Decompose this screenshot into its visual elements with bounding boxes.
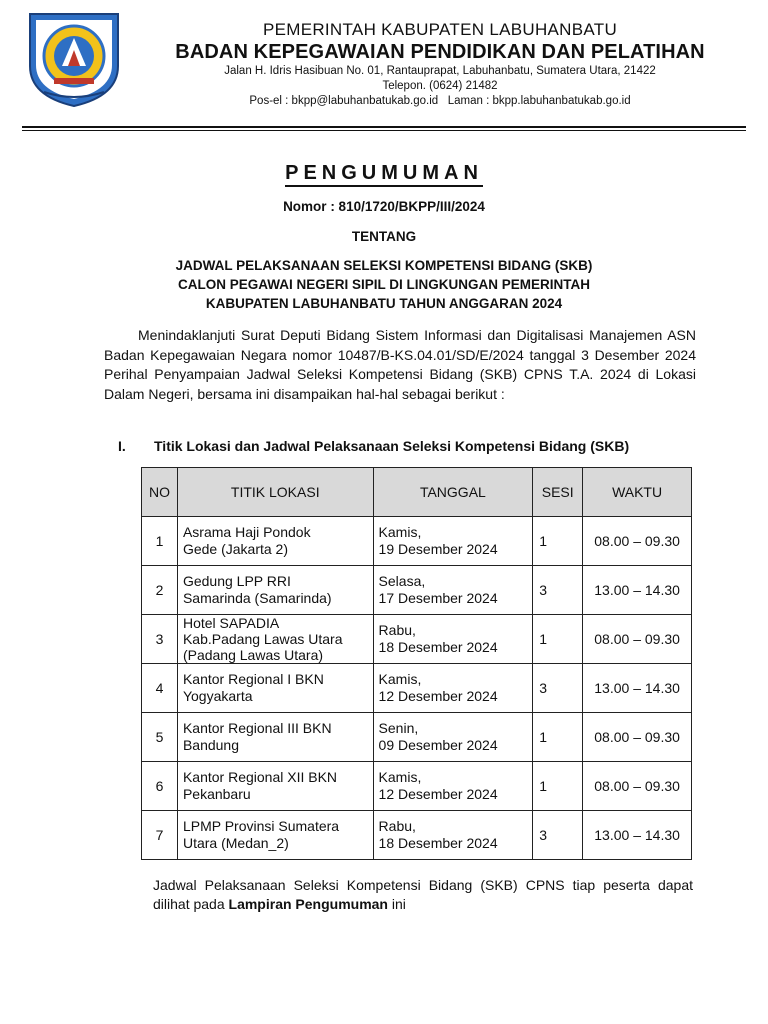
agency-name: BADAN KEPEGAWAIAN PENDIDIKAN DAN PELATIHAN xyxy=(175,41,705,63)
cell-no: 6 xyxy=(142,762,178,811)
subject-line: KABUPATEN LABUHANBATU TAHUN ANGGARAN 2024 xyxy=(205,296,563,311)
table-row xyxy=(142,713,692,762)
table-row xyxy=(142,664,692,713)
doc-about: TENTANG xyxy=(351,229,417,244)
lokasi-line: (Padang Lawas Utara) xyxy=(182,647,324,663)
cell-waktu: 13.00 – 14.30 xyxy=(583,811,692,860)
tanggal-day: Kamis, xyxy=(378,524,422,540)
table-row xyxy=(142,615,692,664)
cell-tanggal xyxy=(373,664,533,713)
header-waktu: WAKTU xyxy=(583,468,692,517)
letterhead-text xyxy=(130,20,750,109)
table-row xyxy=(142,566,692,615)
lokasi-line: Gede (Jakarta 2) xyxy=(182,541,289,557)
lokasi-line: Bandung xyxy=(182,737,240,753)
cell-sesi: 1 xyxy=(533,713,583,762)
cell-waktu: 08.00 – 09.30 xyxy=(583,713,692,762)
table-row xyxy=(142,517,692,566)
regency-emblem-icon xyxy=(24,8,124,110)
lokasi-line: LPMP Provinsi Sumatera xyxy=(182,818,340,834)
agency-phone: Telepon. (0624) 21482 xyxy=(382,80,498,92)
cell-lokasi xyxy=(177,811,373,860)
doc-number: Nomor : 810/1720/BKPP/III/2024 xyxy=(283,199,485,214)
cell-lokasi xyxy=(177,566,373,615)
cell-tanggal xyxy=(373,566,533,615)
government-name: PEMERINTAH KABUPATEN LABUHANBATU xyxy=(262,20,618,39)
section-heading xyxy=(118,438,718,454)
tanggal-day: Rabu, xyxy=(378,622,416,638)
lokasi-line: Asrama Haji Pondok xyxy=(182,524,311,540)
cell-sesi: 1 xyxy=(533,615,583,664)
lokasi-line: Pekanbaru xyxy=(182,786,251,802)
cell-lokasi xyxy=(177,664,373,713)
cell-lokasi xyxy=(177,615,373,664)
tanggal-day: Senin, xyxy=(378,720,419,736)
section-title: Titik Lokasi dan Jadwal Pelaksanaan Seleksi Kompetensi Bidang (SKB) xyxy=(154,438,630,454)
tanggal-date: 18 Desember 2024 xyxy=(378,639,498,655)
cell-lokasi xyxy=(177,762,373,811)
closing-paragraph xyxy=(153,876,693,914)
cell-no: 5 xyxy=(142,713,178,762)
header-sesi: SESI xyxy=(533,468,583,517)
header-lokasi: TITIK LOKASI xyxy=(177,468,373,517)
lokasi-line: Gedung LPP RRI xyxy=(182,573,291,589)
tanggal-date: 09 Desember 2024 xyxy=(378,737,498,753)
tanggal-date: 19 Desember 2024 xyxy=(378,541,498,557)
tanggal-day: Kamis, xyxy=(378,671,422,687)
cell-sesi: 3 xyxy=(533,664,583,713)
attachment-reference: Lampiran Pengumuman xyxy=(228,896,388,912)
header-no: NO xyxy=(142,468,178,517)
cell-waktu: 08.00 – 09.30 xyxy=(583,615,692,664)
cell-tanggal xyxy=(373,762,533,811)
cell-waktu: 08.00 – 09.30 xyxy=(583,762,692,811)
doc-title: PENGUMUMAN xyxy=(0,162,768,185)
schedule-table xyxy=(141,467,692,860)
cell-no: 4 xyxy=(142,664,178,713)
cell-sesi: 1 xyxy=(533,517,583,566)
lokasi-line: Kantor Regional I BKN xyxy=(182,671,324,687)
agency-email-web: Pos-el : bkpp@labuhanbatukab.go.id Laman : bkpp.labuhanbatukab.go.id xyxy=(249,95,631,107)
cell-waktu: 13.00 – 14.30 xyxy=(583,566,692,615)
closing-text: Jadwal Pelaksanaan Seleksi Kompetensi Bidang (SKB) CPNS tiap peserta dapat dilihat pada xyxy=(153,877,693,912)
section-number: I. xyxy=(118,438,126,454)
lokasi-line: Yogyakarta xyxy=(182,688,253,704)
cell-waktu: 13.00 – 14.30 xyxy=(583,664,692,713)
cell-tanggal xyxy=(373,517,533,566)
letterhead-rule-thin xyxy=(22,130,746,131)
tanggal-day: Rabu, xyxy=(378,818,416,834)
tanggal-date: 18 Desember 2024 xyxy=(378,835,498,851)
subject-line: CALON PEGAWAI NEGERI SIPIL DI LINGKUNGAN PEMERINTAH xyxy=(177,277,591,292)
lokasi-line: Utara (Medan_2) xyxy=(182,835,289,851)
tanggal-date: 12 Desember 2024 xyxy=(378,688,498,704)
intro-paragraph: Menindaklanjuti Surat Deputi Bidang Sistem Informasi dan Digitalisasi Manajemen ASN Badan Kepegawaian Negara nomor 10487/B-KS.04.01/SD/E/2024 tanggal 3 Desember 2024 Perihal Penyampaian Jadwal Seleksi Kompetensi Bidang (SKB) CPNS T.A. 2024 di Lokasi Dalam Negeri, bersama ini disampaikan hal-hal sebagai berikut : xyxy=(104,327,696,402)
table-row xyxy=(142,762,692,811)
cell-no: 1 xyxy=(142,517,178,566)
cell-sesi: 1 xyxy=(533,762,583,811)
cell-no: 2 xyxy=(142,566,178,615)
header-tanggal: TANGGAL xyxy=(373,468,533,517)
lokasi-line: Hotel SAPADIA xyxy=(182,615,280,631)
cell-sesi: 3 xyxy=(533,566,583,615)
closing-end: ini xyxy=(387,896,406,912)
tanggal-date: 12 Desember 2024 xyxy=(378,786,498,802)
lokasi-line: Kab.Padang Lawas Utara xyxy=(182,631,343,647)
tanggal-day: Kamis, xyxy=(378,769,422,785)
table-header-row xyxy=(142,468,692,517)
letterhead-rule xyxy=(22,126,746,128)
doc-subject xyxy=(120,256,648,313)
cell-no: 7 xyxy=(142,811,178,860)
cell-waktu: 08.00 – 09.30 xyxy=(583,517,692,566)
table-row xyxy=(142,811,692,860)
cell-tanggal xyxy=(373,615,533,664)
tanggal-date: 17 Desember 2024 xyxy=(378,590,498,606)
tanggal-day: Selasa, xyxy=(378,573,426,589)
agency-address: Jalan H. Idris Hasibuan No. 01, Rantauprapat, Labuhanbatu, Sumatera Utara, 21422 xyxy=(224,65,656,77)
subject-line: JADWAL PELAKSANAAN SELEKSI KOMPETENSI BIDANG (SKB) xyxy=(175,258,593,273)
cell-lokasi xyxy=(177,517,373,566)
cell-tanggal xyxy=(373,811,533,860)
cell-sesi: 3 xyxy=(533,811,583,860)
cell-lokasi xyxy=(177,713,373,762)
cell-tanggal xyxy=(373,713,533,762)
lokasi-line: Samarinda (Samarinda) xyxy=(182,590,332,606)
lokasi-line: Kantor Regional III BKN xyxy=(182,720,332,736)
letterhead xyxy=(0,0,768,130)
cell-no: 3 xyxy=(142,615,178,664)
lokasi-line: Kantor Regional XII BKN xyxy=(182,769,338,785)
